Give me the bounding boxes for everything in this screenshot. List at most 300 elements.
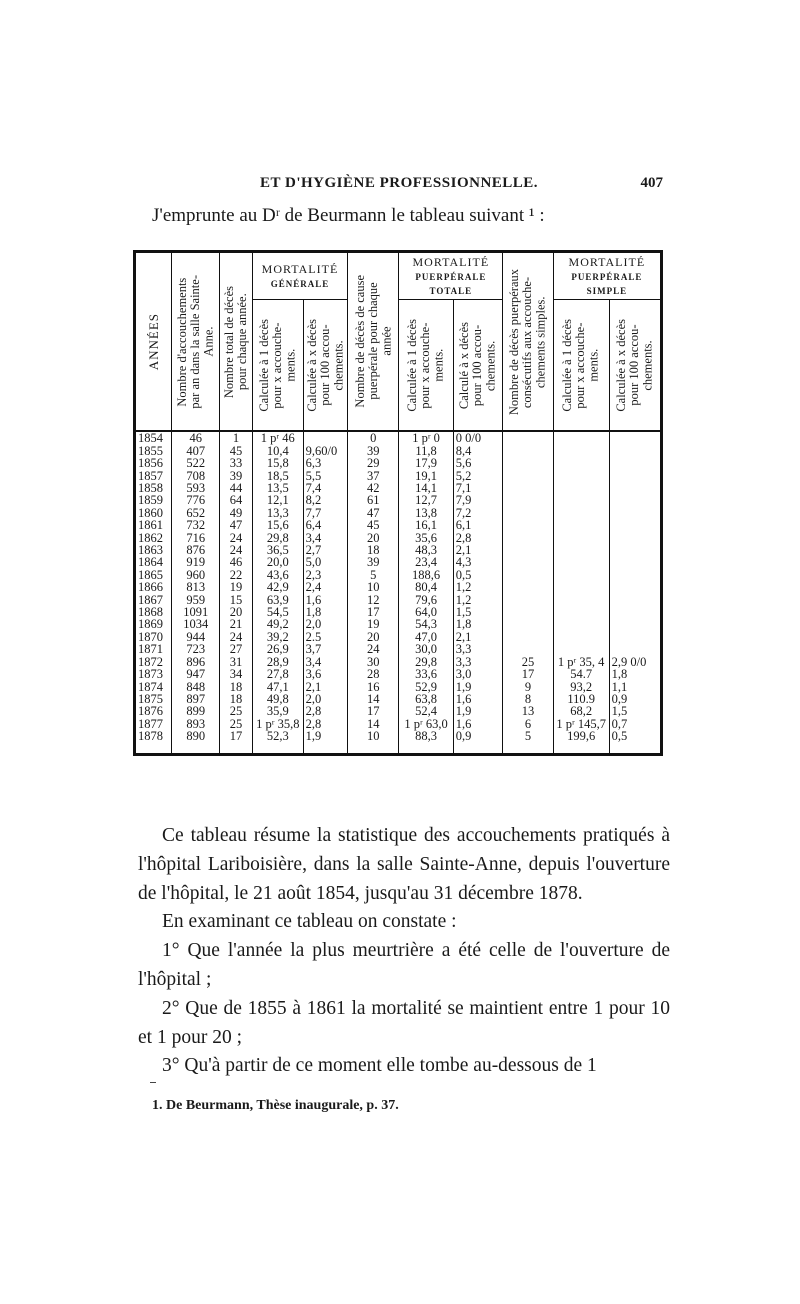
page-header xyxy=(128,175,663,197)
cell-consecutifs xyxy=(503,470,553,482)
cell-generale-x: 3,4 xyxy=(303,532,347,544)
cell-generale-1: 52,3 xyxy=(252,730,303,754)
cell-consecutifs xyxy=(503,431,553,444)
cell-generale-1: 54,5 xyxy=(252,606,303,618)
cell-consecutifs xyxy=(503,544,553,556)
cell-year: 1861 xyxy=(135,519,172,531)
cell-accouchements: 593 xyxy=(172,482,220,494)
table-row xyxy=(135,668,662,680)
cell-accouchements: 896 xyxy=(172,656,220,668)
cell-simple-1 xyxy=(553,556,609,568)
cell-consecutifs xyxy=(503,581,553,593)
cell-generale-1: 1 pʳ 35,8 xyxy=(252,718,303,730)
table-body xyxy=(135,431,662,754)
cell-simple-1 xyxy=(553,594,609,606)
cell-simple-x xyxy=(609,470,661,482)
cell-totale-x: 4,3 xyxy=(453,556,503,568)
cell-generale-x: 5,5 xyxy=(303,470,347,482)
cell-cause-puerperale: 24 xyxy=(348,643,399,655)
table-row xyxy=(135,507,662,519)
cell-totale-1: 16,1 xyxy=(399,519,453,531)
cell-accouchements: 732 xyxy=(172,519,220,531)
cell-total-deces: 25 xyxy=(220,718,253,730)
cell-year: 1855 xyxy=(135,445,172,457)
cell-simple-x xyxy=(609,445,661,457)
cell-consecutifs xyxy=(503,643,553,655)
cell-accouchements: 959 xyxy=(172,594,220,606)
cell-year: 1858 xyxy=(135,482,172,494)
cell-cause-puerperale: 20 xyxy=(348,532,399,544)
cell-consecutifs: 8 xyxy=(503,693,553,705)
running-head: ET D'HYGIÈNE PROFESSIONNELLE. xyxy=(260,175,539,191)
table-row xyxy=(135,431,662,444)
cell-simple-x: 1,1 xyxy=(609,681,661,693)
cell-totale-x: 7,2 xyxy=(453,507,503,519)
cell-simple-1: 93,2 xyxy=(553,681,609,693)
cell-generale-x: 3,4 xyxy=(303,656,347,668)
table-row xyxy=(135,445,662,457)
table-row xyxy=(135,556,662,568)
footnote: 1. De Beurmann, Thèse inaugurale, p. 37. xyxy=(152,1098,399,1113)
footnote-divider xyxy=(150,1082,156,1083)
cell-simple-1: 54.7 xyxy=(553,668,609,680)
cell-total-deces: 17 xyxy=(220,730,253,754)
cell-generale-x: 3,7 xyxy=(303,643,347,655)
cell-year: 1867 xyxy=(135,594,172,606)
cell-totale-x: 3,3 xyxy=(453,643,503,655)
cell-year: 1878 xyxy=(135,730,172,754)
header-totale-x-deces: Calculé à x décès pour 100 accou- chements. xyxy=(453,300,503,432)
cell-generale-x: 1,8 xyxy=(303,606,347,618)
cell-accouchements: 708 xyxy=(172,470,220,482)
cell-generale-x: 7,7 xyxy=(303,507,347,519)
cell-generale-1: 35,9 xyxy=(252,705,303,717)
cell-generale-x: 6,3 xyxy=(303,457,347,469)
cell-simple-1 xyxy=(553,544,609,556)
page-number: 407 xyxy=(640,175,663,191)
cell-accouchements: 723 xyxy=(172,643,220,655)
cell-total-deces: 27 xyxy=(220,643,253,655)
cell-year: 1860 xyxy=(135,507,172,519)
cell-cause-puerperale: 39 xyxy=(348,556,399,568)
cell-year: 1866 xyxy=(135,581,172,593)
cell-consecutifs xyxy=(503,556,553,568)
cell-simple-1 xyxy=(553,618,609,630)
cell-totale-x: 0 0/0 xyxy=(453,431,503,444)
cell-generale-1: 10,4 xyxy=(252,445,303,457)
cell-generale-x: 1,9 xyxy=(303,730,347,754)
cell-consecutifs: 25 xyxy=(503,656,553,668)
cell-consecutifs xyxy=(503,494,553,506)
cell-total-deces: 44 xyxy=(220,482,253,494)
table-row xyxy=(135,730,662,754)
cell-consecutifs: 17 xyxy=(503,668,553,680)
cell-year: 1871 xyxy=(135,643,172,655)
cell-generale-x: 2,7 xyxy=(303,544,347,556)
cell-totale-1: 80,4 xyxy=(399,581,453,593)
cell-totale-x: 1,8 xyxy=(453,618,503,630)
cell-consecutifs: 6 xyxy=(503,718,553,730)
cell-totale-1: 12,7 xyxy=(399,494,453,506)
cell-simple-x: 0,7 xyxy=(609,718,661,730)
table-row xyxy=(135,482,662,494)
paragraph-summary: Ce tableau résume la statistique des accouchements pratiqués à l'hôpital Lariboisière, dans la salle Sainte-Anne, depuis l'ouverture de l'hôpital, le 21 août 1854, jusqu'au 31 décembre 1878. xyxy=(138,825,670,904)
cell-totale-x: 5,2 xyxy=(453,470,503,482)
cell-generale-1: 13,5 xyxy=(252,482,303,494)
cell-totale-x: 1,6 xyxy=(453,693,503,705)
cell-consecutifs xyxy=(503,482,553,494)
table-row xyxy=(135,532,662,544)
group-mortalite-puerperale-totale: MORTALITÉ PUERPÉRALE TOTALE xyxy=(399,252,503,300)
cell-simple-1 xyxy=(553,470,609,482)
header-deces-cause-puerperale: Nombre de décès de cause puerpérale pour chaque année xyxy=(348,252,399,432)
cell-generale-1: 43,6 xyxy=(252,569,303,581)
cell-generale-1: 15,6 xyxy=(252,519,303,531)
cell-simple-x xyxy=(609,519,661,531)
cell-cause-puerperale: 17 xyxy=(348,606,399,618)
table-row xyxy=(135,470,662,482)
cell-accouchements: 46 xyxy=(172,431,220,444)
header-total-deces: Nombre total de décès pour chaque année. xyxy=(220,252,253,432)
cell-cause-puerperale: 18 xyxy=(348,544,399,556)
cell-totale-x: 1,5 xyxy=(453,606,503,618)
table-row xyxy=(135,594,662,606)
cell-accouchements: 1034 xyxy=(172,618,220,630)
cell-total-deces: 33 xyxy=(220,457,253,469)
cell-totale-x: 1,2 xyxy=(453,581,503,593)
cell-cause-puerperale: 61 xyxy=(348,494,399,506)
cell-cause-puerperale: 20 xyxy=(348,631,399,643)
cell-accouchements: 947 xyxy=(172,668,220,680)
cell-simple-x xyxy=(609,494,661,506)
cell-simple-x xyxy=(609,606,661,618)
cell-simple-x xyxy=(609,544,661,556)
cell-year: 1856 xyxy=(135,457,172,469)
cell-simple-1 xyxy=(553,643,609,655)
cell-generale-1: 63,9 xyxy=(252,594,303,606)
header-simple-1-deces: Calculée à 1 décès pour x accouche- ments. xyxy=(553,300,609,432)
cell-totale-x: 7,9 xyxy=(453,494,503,506)
cell-accouchements: 716 xyxy=(172,532,220,544)
cell-year: 1863 xyxy=(135,544,172,556)
cell-year: 1857 xyxy=(135,470,172,482)
table-row xyxy=(135,569,662,581)
cell-consecutifs: 5 xyxy=(503,730,553,754)
cell-consecutifs xyxy=(503,532,553,544)
cell-accouchements: 897 xyxy=(172,693,220,705)
cell-consecutifs xyxy=(503,507,553,519)
cell-generale-1: 36,5 xyxy=(252,544,303,556)
cell-year: 1854 xyxy=(135,431,172,444)
cell-consecutifs xyxy=(503,569,553,581)
paragraph-examining: En examinant ce tableau on constate : xyxy=(162,911,457,933)
cell-cause-puerperale: 37 xyxy=(348,470,399,482)
cell-simple-1: 1 pʳ 35, 4 xyxy=(553,656,609,668)
cell-totale-1: 19,1 xyxy=(399,470,453,482)
cell-total-deces: 24 xyxy=(220,544,253,556)
cell-simple-1 xyxy=(553,569,609,581)
cell-total-deces: 21 xyxy=(220,618,253,630)
cell-simple-1 xyxy=(553,507,609,519)
cell-simple-x xyxy=(609,482,661,494)
cell-totale-x: 7,1 xyxy=(453,482,503,494)
cell-totale-1: 47,0 xyxy=(399,631,453,643)
cell-cause-puerperale: 39 xyxy=(348,445,399,457)
paragraph-point-1: 1° Que l'année la plus meurtrière a été celle de l'ouverture de l'hôpital ; xyxy=(138,940,670,990)
cell-accouchements: 890 xyxy=(172,730,220,754)
cell-consecutifs xyxy=(503,631,553,643)
table-row xyxy=(135,631,662,643)
cell-totale-1: 30,0 xyxy=(399,643,453,655)
cell-totale-x: 1,9 xyxy=(453,705,503,717)
cell-year: 1875 xyxy=(135,693,172,705)
cell-total-deces: 39 xyxy=(220,470,253,482)
cell-simple-1 xyxy=(553,494,609,506)
group-mortalite-puerperale-simple: MORTALITÉ PUERPÉRALE SIMPLE xyxy=(553,252,661,300)
cell-year: 1876 xyxy=(135,705,172,717)
cell-consecutifs xyxy=(503,445,553,457)
header-generale-1-deces: Calculée à 1 décès pour x accouche- ments. xyxy=(252,300,303,432)
cell-cause-puerperale: 12 xyxy=(348,594,399,606)
cell-accouchements: 407 xyxy=(172,445,220,457)
cell-total-deces: 25 xyxy=(220,705,253,717)
cell-totale-x: 0,5 xyxy=(453,569,503,581)
cell-total-deces: 18 xyxy=(220,693,253,705)
cell-totale-1: 54,3 xyxy=(399,618,453,630)
cell-cause-puerperale: 14 xyxy=(348,718,399,730)
cell-simple-x: 2,9 0/0 xyxy=(609,656,661,668)
cell-cause-puerperale: 29 xyxy=(348,457,399,469)
cell-totale-1: 88,3 xyxy=(399,730,453,754)
header-simple-x-deces: Calculée à x décès pour 100 accou- chements. xyxy=(609,300,661,432)
cell-totale-1: 29,8 xyxy=(399,656,453,668)
cell-total-deces: 46 xyxy=(220,556,253,568)
cell-year: 1862 xyxy=(135,532,172,544)
cell-generale-x: 1,6 xyxy=(303,594,347,606)
intro-sentence: J'emprunte au Dʳ de Beurmann le tableau suivant ¹ : xyxy=(152,205,545,226)
cell-cause-puerperale: 5 xyxy=(348,569,399,581)
cell-accouchements: 919 xyxy=(172,556,220,568)
cell-cause-puerperale: 47 xyxy=(348,507,399,519)
cell-consecutifs xyxy=(503,519,553,531)
cell-total-deces: 47 xyxy=(220,519,253,531)
paragraph-point-3: 3° Qu'à partir de ce moment elle tombe au-dessous de 1 xyxy=(162,1055,597,1077)
cell-generale-x: 2,0 xyxy=(303,693,347,705)
table-row xyxy=(135,494,662,506)
cell-totale-1: 11,8 xyxy=(399,445,453,457)
cell-cause-puerperale: 42 xyxy=(348,482,399,494)
cell-totale-1: 52,4 xyxy=(399,705,453,717)
cell-cause-puerperale: 0 xyxy=(348,431,399,444)
cell-totale-x: 0,9 xyxy=(453,730,503,754)
cell-total-deces: 1 xyxy=(220,431,253,444)
cell-total-deces: 18 xyxy=(220,681,253,693)
cell-simple-x xyxy=(609,581,661,593)
cell-accouchements: 522 xyxy=(172,457,220,469)
cell-accouchements: 893 xyxy=(172,718,220,730)
cell-generale-x: 2,8 xyxy=(303,705,347,717)
cell-totale-x: 6,1 xyxy=(453,519,503,531)
cell-accouchements: 944 xyxy=(172,631,220,643)
cell-total-deces: 19 xyxy=(220,581,253,593)
cell-generale-x: 2,4 xyxy=(303,581,347,593)
cell-simple-1: 1 pʳ 145,7 xyxy=(553,718,609,730)
cell-total-deces: 64 xyxy=(220,494,253,506)
cell-year: 1872 xyxy=(135,656,172,668)
maternity-statistics-table xyxy=(133,250,663,756)
table-row xyxy=(135,705,662,717)
cell-consecutifs xyxy=(503,457,553,469)
cell-generale-1: 49,2 xyxy=(252,618,303,630)
cell-totale-x: 8,4 xyxy=(453,445,503,457)
cell-totale-x: 1,6 xyxy=(453,718,503,730)
cell-generale-1: 13,3 xyxy=(252,507,303,519)
cell-simple-1 xyxy=(553,606,609,618)
cell-simple-1 xyxy=(553,519,609,531)
cell-totale-1: 23,4 xyxy=(399,556,453,568)
header-annees: ANNÉES xyxy=(135,252,172,432)
cell-cause-puerperale: 10 xyxy=(348,730,399,754)
cell-year: 1874 xyxy=(135,681,172,693)
cell-consecutifs xyxy=(503,606,553,618)
cell-total-deces: 24 xyxy=(220,631,253,643)
cell-generale-1: 1 pʳ 46 xyxy=(252,431,303,444)
cell-totale-x: 2,8 xyxy=(453,532,503,544)
cell-year: 1868 xyxy=(135,606,172,618)
cell-totale-x: 5,6 xyxy=(453,457,503,469)
cell-generale-1: 28,9 xyxy=(252,656,303,668)
cell-simple-x xyxy=(609,594,661,606)
cell-cause-puerperale: 17 xyxy=(348,705,399,717)
cell-generale-1: 27,8 xyxy=(252,668,303,680)
cell-simple-1 xyxy=(553,457,609,469)
header-totale-1-deces: Calculée à 1 décès pour x accouche- ments. xyxy=(399,300,453,432)
body-text xyxy=(138,822,670,1081)
cell-simple-x xyxy=(609,507,661,519)
cell-generale-1: 15,8 xyxy=(252,457,303,469)
table-row xyxy=(135,581,662,593)
cell-year: 1864 xyxy=(135,556,172,568)
cell-total-deces: 31 xyxy=(220,656,253,668)
cell-generale-x: 6,4 xyxy=(303,519,347,531)
cell-simple-x xyxy=(609,569,661,581)
cell-generale-1: 49,8 xyxy=(252,693,303,705)
cell-simple-1: 199,6 xyxy=(553,730,609,754)
cell-totale-1: 52,9 xyxy=(399,681,453,693)
cell-cause-puerperale: 16 xyxy=(348,681,399,693)
cell-generale-x: 2,3 xyxy=(303,569,347,581)
cell-simple-x: 1,5 xyxy=(609,705,661,717)
cell-simple-1 xyxy=(553,482,609,494)
cell-simple-1 xyxy=(553,445,609,457)
cell-totale-1: 188,6 xyxy=(399,569,453,581)
cell-totale-1: 63,8 xyxy=(399,693,453,705)
table-row xyxy=(135,643,662,655)
cell-accouchements: 848 xyxy=(172,681,220,693)
cell-generale-1: 42,9 xyxy=(252,581,303,593)
cell-simple-x xyxy=(609,631,661,643)
cell-accouchements: 899 xyxy=(172,705,220,717)
table-row xyxy=(135,457,662,469)
cell-year: 1873 xyxy=(135,668,172,680)
cell-cause-puerperale: 30 xyxy=(348,656,399,668)
cell-totale-1: 14,1 xyxy=(399,482,453,494)
cell-year: 1877 xyxy=(135,718,172,730)
table-row xyxy=(135,606,662,618)
cell-generale-1: 26,9 xyxy=(252,643,303,655)
cell-totale-x: 2,1 xyxy=(453,631,503,643)
cell-accouchements: 813 xyxy=(172,581,220,593)
cell-total-deces: 15 xyxy=(220,594,253,606)
cell-total-deces: 20 xyxy=(220,606,253,618)
cell-year: 1870 xyxy=(135,631,172,643)
cell-total-deces: 34 xyxy=(220,668,253,680)
cell-simple-x: 0,9 xyxy=(609,693,661,705)
cell-simple-1 xyxy=(553,532,609,544)
cell-generale-x: 2.5 xyxy=(303,631,347,643)
cell-totale-x: 3,3 xyxy=(453,656,503,668)
cell-simple-1 xyxy=(553,631,609,643)
cell-generale-x: 2,1 xyxy=(303,681,347,693)
cell-simple-x xyxy=(609,618,661,630)
cell-simple-x: 1,8 xyxy=(609,668,661,680)
table-row xyxy=(135,544,662,556)
cell-simple-1: 110.9 xyxy=(553,693,609,705)
cell-consecutifs xyxy=(503,618,553,630)
cell-simple-1: 68,2 xyxy=(553,705,609,717)
header-generale-x-deces: Calculée à x décès pour 100 accou- chements. xyxy=(303,300,347,432)
cell-total-deces: 22 xyxy=(220,569,253,581)
cell-total-deces: 49 xyxy=(220,507,253,519)
cell-simple-x: 0,5 xyxy=(609,730,661,754)
cell-generale-1: 18,5 xyxy=(252,470,303,482)
cell-totale-1: 64,0 xyxy=(399,606,453,618)
cell-totale-x: 1,9 xyxy=(453,681,503,693)
cell-simple-x xyxy=(609,457,661,469)
table-row xyxy=(135,519,662,531)
cell-year: 1865 xyxy=(135,569,172,581)
cell-totale-x: 2,1 xyxy=(453,544,503,556)
cell-generale-x: 2,8 xyxy=(303,718,347,730)
cell-generale-x: 2,0 xyxy=(303,618,347,630)
table-row xyxy=(135,618,662,630)
cell-year: 1869 xyxy=(135,618,172,630)
cell-simple-1 xyxy=(553,581,609,593)
cell-accouchements: 776 xyxy=(172,494,220,506)
cell-simple-x xyxy=(609,532,661,544)
cell-simple-x xyxy=(609,556,661,568)
paragraph-point-2: 2° Que de 1855 à 1861 la mortalité se maintient entre 1 pour 10 et 1 pour 20 ; xyxy=(138,997,670,1048)
cell-consecutifs: 9 xyxy=(503,681,553,693)
cell-cause-puerperale: 45 xyxy=(348,519,399,531)
cell-generale-1: 39,2 xyxy=(252,631,303,643)
cell-consecutifs xyxy=(503,594,553,606)
cell-generale-1: 47,1 xyxy=(252,681,303,693)
group-mortalite-generale: MORTALITÉ GÉNÉRALE xyxy=(252,252,347,300)
cell-accouchements: 960 xyxy=(172,569,220,581)
header-deces-consecutifs: Nombre de décès puerpéraux consécutifs aux accouche- chements simples. xyxy=(503,252,553,432)
cell-accouchements: 876 xyxy=(172,544,220,556)
cell-simple-1 xyxy=(553,431,609,444)
cell-totale-1: 1 pʳ 63,0 xyxy=(399,718,453,730)
cell-total-deces: 24 xyxy=(220,532,253,544)
cell-year: 1859 xyxy=(135,494,172,506)
cell-totale-x: 3,0 xyxy=(453,668,503,680)
cell-cause-puerperale: 19 xyxy=(348,618,399,630)
cell-cause-puerperale: 28 xyxy=(348,668,399,680)
cell-total-deces: 45 xyxy=(220,445,253,457)
cell-totale-1: 35,6 xyxy=(399,532,453,544)
